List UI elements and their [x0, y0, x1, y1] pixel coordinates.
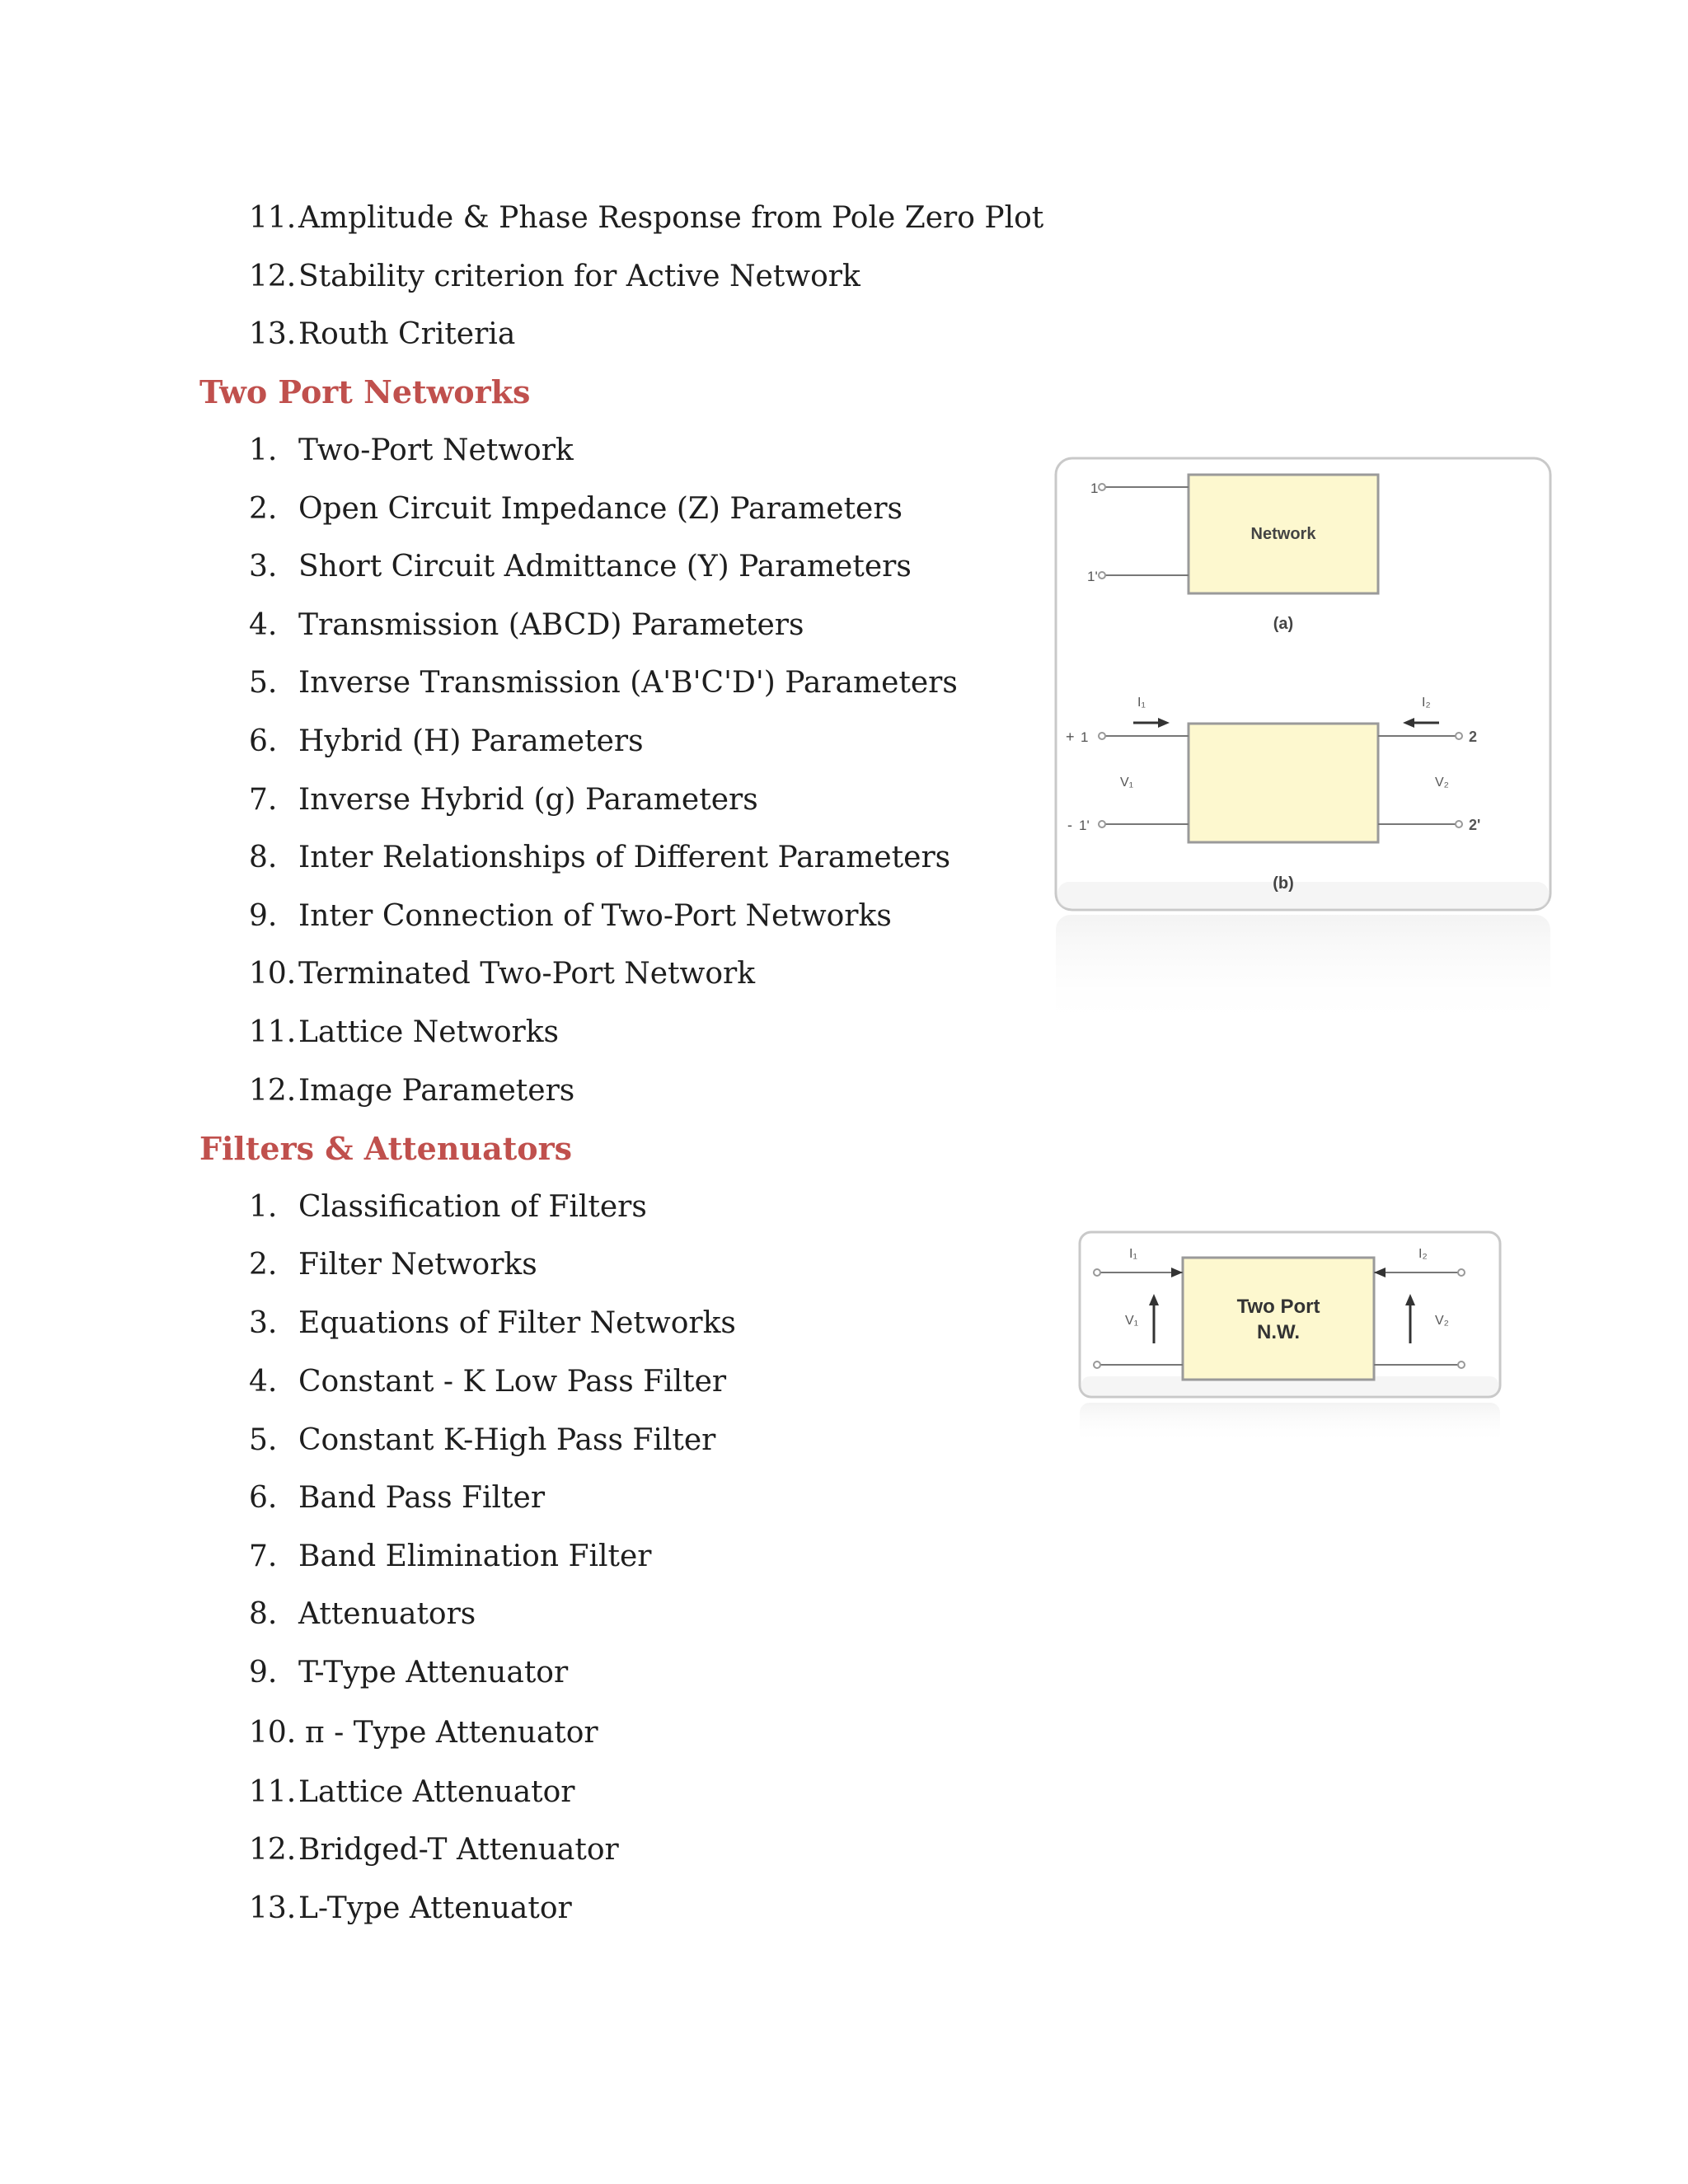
item-number: 8.	[249, 841, 278, 874]
item-number: 11.	[249, 1775, 297, 1809]
caption-a: (a)	[1273, 615, 1294, 633]
item-number: 10.	[249, 1716, 297, 1750]
section-heading-two-port: Two Port Networks	[199, 373, 531, 410]
network-box	[1189, 724, 1378, 842]
item-text: Attenuators	[298, 1597, 476, 1631]
voltage-label-v2: V₂	[1435, 1314, 1449, 1328]
item-text: Bridged-T Attenuator	[298, 1833, 619, 1867]
network-box-label: Network	[1250, 525, 1316, 543]
current-label-i1: I₁	[1129, 1247, 1137, 1261]
port-label: 2	[1469, 729, 1478, 745]
item-number: 9.	[249, 899, 278, 933]
item-text: Inter Relationships of Different Parameters	[298, 841, 951, 874]
item-number: 9.	[249, 1656, 278, 1690]
item-text: Band Elimination Filter	[298, 1540, 652, 1573]
item-number: 4.	[249, 608, 278, 642]
two-port-figure	[1076, 1228, 1504, 1451]
item-text: Constant - K Low Pass Filter	[298, 1365, 727, 1399]
item-text: Inverse Hybrid (g) Parameters	[298, 783, 758, 817]
item-number: 7.	[249, 1540, 278, 1573]
item-number: 3.	[249, 1306, 278, 1340]
figure-reflection	[1056, 915, 1550, 1030]
port-label: 1	[1090, 480, 1099, 496]
item-text: Constant K-High Pass Filter	[298, 1423, 716, 1457]
item-number: 12.	[249, 260, 297, 293]
item-number: 8.	[249, 1597, 278, 1631]
item-text: π - Type Attenuator	[305, 1716, 598, 1750]
item-text: Lattice Attenuator	[298, 1775, 575, 1809]
item-text: Inverse Transmission (A'B'C'D') Parameters	[298, 666, 958, 700]
terminal	[1456, 733, 1462, 739]
item-number: 5.	[249, 666, 278, 700]
item-text: Amplitude & Phase Response from Pole Zero Plot	[298, 201, 1044, 235]
item-number: 13.	[249, 1891, 297, 1925]
item-number: 11.	[249, 201, 297, 235]
current-label-i1: I₁	[1137, 696, 1146, 710]
terminal	[1094, 1269, 1100, 1276]
port-label: 1'	[1079, 818, 1090, 833]
item-number: 6.	[249, 724, 278, 758]
item-text: Hybrid (H) Parameters	[298, 724, 644, 758]
section-heading-filters: Filters & Attenuators	[199, 1130, 573, 1167]
item-number: 12.	[249, 1833, 297, 1867]
terminal	[1458, 1269, 1465, 1276]
item-number: 4.	[249, 1365, 278, 1399]
item-text: Terminated Two-Port Network	[298, 957, 756, 991]
port-label: 1	[1081, 729, 1089, 745]
network-figure	[1051, 453, 1562, 1047]
terminal	[1099, 572, 1105, 579]
item-text: Lattice Networks	[298, 1015, 559, 1049]
two-port-box-line1: Two Port	[1236, 1296, 1320, 1318]
item-number: 13.	[249, 317, 297, 351]
item-number: 3.	[249, 550, 278, 583]
item-number: 6.	[249, 1481, 278, 1515]
item-text: Classification of Filters	[298, 1190, 647, 1224]
item-number: 2.	[249, 492, 278, 526]
terminal	[1099, 733, 1105, 739]
item-text: L-Type Attenuator	[298, 1891, 572, 1925]
port-label: 1'	[1087, 569, 1098, 584]
item-number: 1.	[249, 434, 278, 467]
item-text: Equations of Filter Networks	[298, 1306, 736, 1340]
item-text: Short Circuit Admittance (Y) Parameters	[298, 550, 912, 583]
item-number: 10.	[249, 957, 297, 991]
terminal	[1099, 484, 1105, 490]
minus-sign: -	[1067, 817, 1072, 833]
item-number: 2.	[249, 1248, 278, 1282]
two-port-box-line2: N.W.	[1257, 1321, 1300, 1343]
voltage-label-v1: V₁	[1120, 776, 1134, 790]
item-text: T-Type Attenuator	[298, 1656, 569, 1690]
item-text: Stability criterion for Active Network	[298, 260, 860, 293]
figure-reflection	[1080, 1403, 1500, 1444]
current-label-i2: I₂	[1422, 696, 1431, 710]
terminal	[1458, 1361, 1465, 1368]
caption-b: (b)	[1273, 874, 1294, 893]
item-text: Two-Port Network	[298, 434, 574, 467]
item-number: 7.	[249, 783, 278, 817]
voltage-label-v1: V₁	[1125, 1314, 1139, 1328]
terminal	[1099, 821, 1105, 827]
item-text: Filter Networks	[298, 1248, 537, 1282]
two-port-box	[1183, 1258, 1374, 1380]
terminal	[1094, 1361, 1100, 1368]
item-number: 11.	[249, 1015, 297, 1049]
item-number: 12.	[249, 1074, 297, 1108]
terminal	[1456, 821, 1462, 827]
item-text: Inter Connection of Two-Port Networks	[298, 899, 892, 933]
item-text: Band Pass Filter	[298, 1481, 546, 1515]
plus-sign: +	[1066, 729, 1075, 745]
current-label-i2: I₂	[1418, 1247, 1428, 1261]
item-number: 5.	[249, 1423, 278, 1457]
item-number: 1.	[249, 1190, 278, 1224]
item-text: Image Parameters	[298, 1074, 575, 1108]
item-text: Transmission (ABCD) Parameters	[298, 608, 804, 642]
port-label: 2'	[1469, 817, 1481, 833]
item-text: Open Circuit Impedance (Z) Parameters	[298, 492, 903, 526]
item-text: Routh Criteria	[298, 317, 516, 351]
voltage-label-v2: V₂	[1435, 776, 1449, 790]
